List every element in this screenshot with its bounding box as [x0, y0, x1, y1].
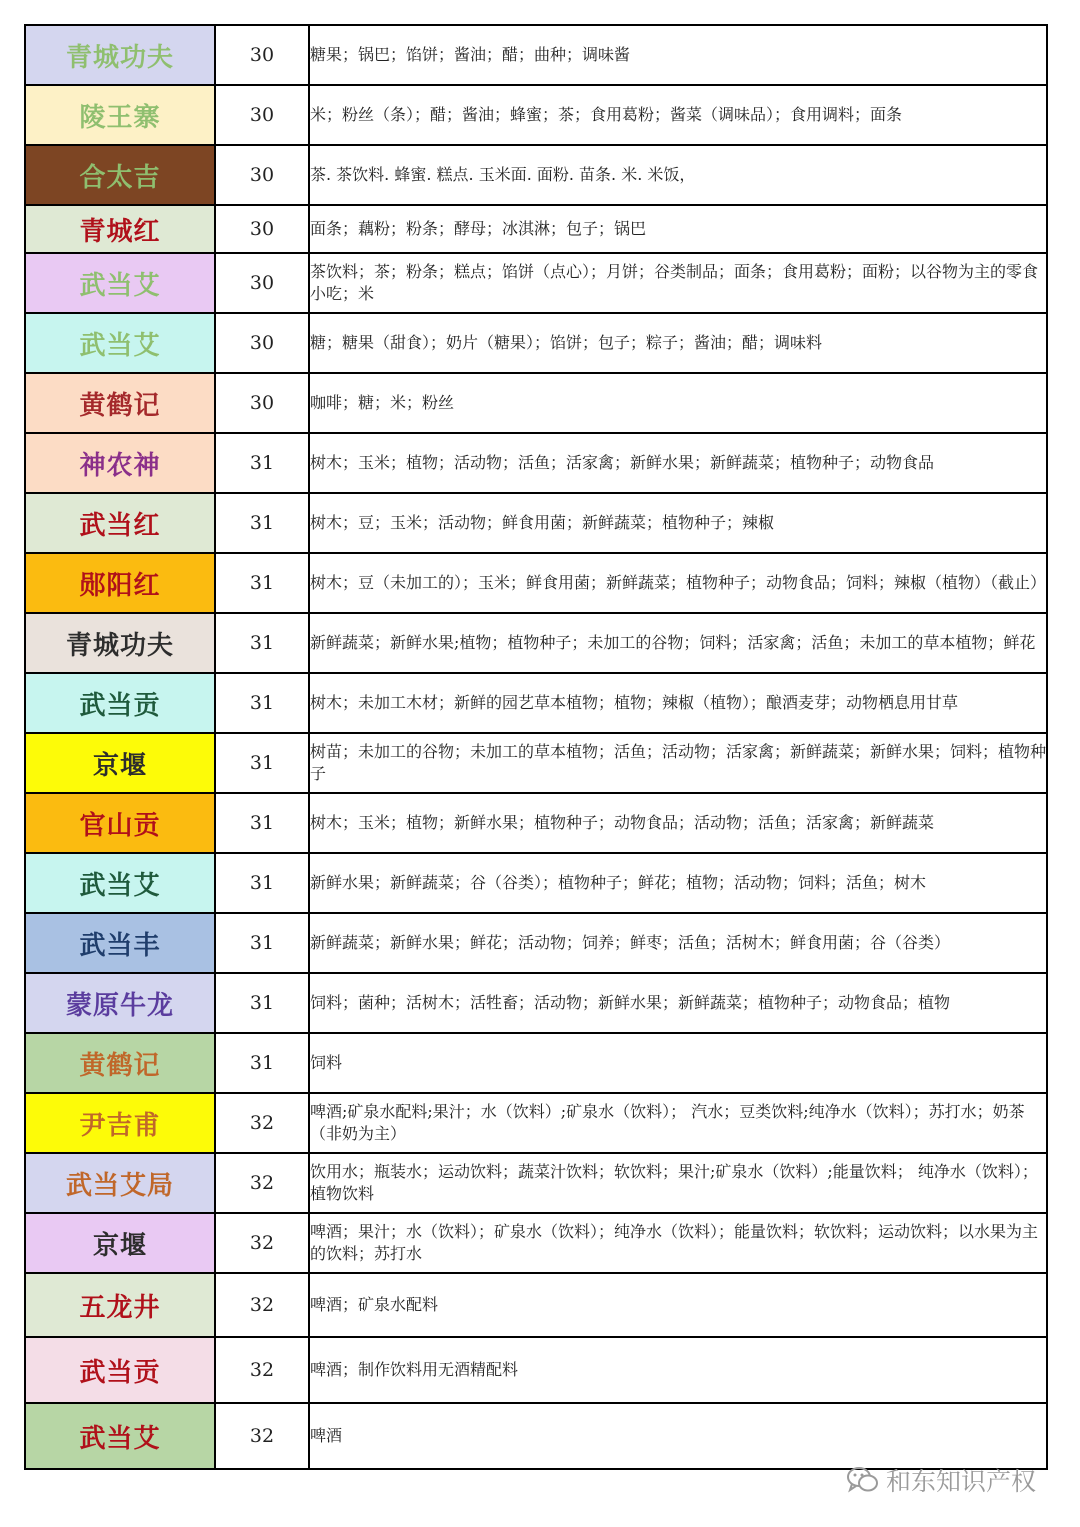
- goods-list-cell: 米；粉丝（条）；醋；酱油；蜂蜜；茶；食用葛粉；酱菜（调味品）；食用调料；面条: [309, 85, 1047, 145]
- table-row: [25, 493, 1047, 553]
- class-number-cell: 32: [215, 1153, 309, 1213]
- goods-list-cell: 新鲜蔬菜；新鲜水果；鲜花；活动物；饲养；鲜枣；活鱼；活树木；鲜食用菌；谷（谷类）: [309, 913, 1047, 973]
- table-row: [25, 733, 1047, 793]
- class-number-cell: 31: [215, 733, 309, 793]
- table-row: [25, 85, 1047, 145]
- goods-list-cell: 啤酒: [309, 1403, 1047, 1469]
- wechat-icon: [846, 1465, 880, 1495]
- watermark: [846, 1462, 1036, 1498]
- class-number-cell: 31: [215, 853, 309, 913]
- watermark-text: 和东知识产权: [886, 1467, 1037, 1496]
- class-number-cell: 31: [215, 673, 309, 733]
- class-number-cell: 31: [215, 1033, 309, 1093]
- table-row: [25, 913, 1047, 973]
- table-row: [25, 433, 1047, 493]
- class-number-cell: 30: [215, 205, 309, 253]
- goods-list-cell: 糖；糖果（甜食）；奶片（糖果）；馅饼；包子；粽子；酱油；醋；调味料: [309, 313, 1047, 373]
- goods-list-cell: 啤酒；矿泉水配料: [309, 1273, 1047, 1337]
- brand-name-cell: 武当红: [25, 493, 215, 553]
- table-row: [25, 853, 1047, 913]
- table-row: [25, 25, 1047, 85]
- table-row: [25, 673, 1047, 733]
- goods-list-cell: 新鲜蔬菜；新鲜水果;植物；植物种子；未加工的谷物；饲料；活家禽；活鱼；未加工的草本植物；鲜花: [309, 613, 1047, 673]
- goods-list-cell: 饲料；菌种；活树木；活牲畜；活动物；新鲜水果；新鲜蔬菜；植物种子；动物食品；植物: [309, 973, 1047, 1033]
- class-number-cell: 30: [215, 373, 309, 433]
- goods-list-cell: 树木；玉米；植物；新鲜水果；植物种子；动物食品；活动物；活鱼；活家禽；新鲜蔬菜: [309, 793, 1047, 853]
- goods-list-cell: 树木；豆；玉米；活动物；鲜食用菌；新鲜蔬菜；植物种子；辣椒: [309, 493, 1047, 553]
- table-row: [25, 1153, 1047, 1213]
- class-number-cell: 31: [215, 433, 309, 493]
- brand-name-cell: 京堰: [25, 733, 215, 793]
- table-row: [25, 1273, 1047, 1337]
- brand-name-cell: 官山贡: [25, 793, 215, 853]
- goods-list-cell: 糖果；锅巴；馅饼；酱油；醋；曲种；调味酱: [309, 25, 1047, 85]
- brand-name-cell: 武当贡: [25, 1337, 215, 1403]
- class-number-cell: 31: [215, 973, 309, 1033]
- class-number-cell: 31: [215, 553, 309, 613]
- brand-name-cell: 黄鹤记: [25, 373, 215, 433]
- brand-name-cell: 五龙井: [25, 1273, 215, 1337]
- trademark-table: [24, 24, 1048, 1470]
- brand-name-cell: 青城功夫: [25, 25, 215, 85]
- table-row: [25, 313, 1047, 373]
- goods-list-cell: 树木；玉米；植物；活动物；活鱼；活家禽；新鲜水果；新鲜蔬菜；植物种子；动物食品: [309, 433, 1047, 493]
- brand-name-cell: 黄鹤记: [25, 1033, 215, 1093]
- table-row: [25, 793, 1047, 853]
- brand-name-cell: 武当艾: [25, 1403, 215, 1469]
- brand-name-cell: 郧阳红: [25, 553, 215, 613]
- table-row: [25, 253, 1047, 313]
- brand-name-cell: 武当艾局: [25, 1153, 215, 1213]
- table-row: [25, 973, 1047, 1033]
- table-row: [25, 205, 1047, 253]
- brand-name-cell: 京堰: [25, 1213, 215, 1273]
- brand-name-cell: 武当艾: [25, 853, 215, 913]
- table-row: [25, 553, 1047, 613]
- class-number-cell: 30: [215, 253, 309, 313]
- brand-name-cell: 陵王寨: [25, 85, 215, 145]
- goods-list-cell: 啤酒；制作饮料用无酒精配料: [309, 1337, 1047, 1403]
- goods-list-cell: 茶饮料；茶；粉条；糕点；馅饼（点心）；月饼；谷类制品；面条；食用葛粉；面粉；以谷物为主的零食小吃；米: [309, 253, 1047, 313]
- class-number-cell: 32: [215, 1337, 309, 1403]
- brand-name-cell: 武当丰: [25, 913, 215, 973]
- class-number-cell: 31: [215, 793, 309, 853]
- class-number-cell: 32: [215, 1213, 309, 1273]
- goods-list-cell: 饲料: [309, 1033, 1047, 1093]
- table-row: [25, 1093, 1047, 1153]
- class-number-cell: 32: [215, 1273, 309, 1337]
- goods-list-cell: 啤酒;矿泉水配料;果汁；水（饮料）;矿泉水（饮料）； 汽水；豆类饮料;纯净水（饮料）；苏打水；奶茶（非奶为主）: [309, 1093, 1047, 1153]
- table-row: [25, 373, 1047, 433]
- goods-list-cell: 啤酒；果汁；水（饮料）；矿泉水（饮料）；纯净水（饮料）；能量饮料；软饮料；运动饮料；以水果为主的饮料；苏打水: [309, 1213, 1047, 1273]
- goods-list-cell: 树木；未加工木材；新鲜的园艺草本植物；植物；辣椒（植物）；酿酒麦芽；动物栖息用甘草: [309, 673, 1047, 733]
- table-row: [25, 1213, 1047, 1273]
- goods-list-cell: 新鲜水果；新鲜蔬菜；谷（谷类）；植物种子；鲜花；植物；活动物；饲料；活鱼；树木: [309, 853, 1047, 913]
- brand-name-cell: 青城红: [25, 205, 215, 253]
- brand-name-cell: 神农神: [25, 433, 215, 493]
- class-number-cell: 30: [215, 145, 309, 205]
- goods-list-cell: 树木；豆（未加工的）；玉米；鲜食用菌；新鲜蔬菜；植物种子；动物食品；饲料；辣椒（植物）（截止）: [309, 553, 1047, 613]
- class-number-cell: 30: [215, 25, 309, 85]
- table-row: [25, 613, 1047, 673]
- class-number-cell: 31: [215, 913, 309, 973]
- goods-list-cell: 树苗；未加工的谷物；未加工的草本植物；活鱼；活动物；活家禽；新鲜蔬菜；新鲜水果；饲料；植物种子: [309, 733, 1047, 793]
- brand-name-cell: 武当贡: [25, 673, 215, 733]
- class-number-cell: 31: [215, 613, 309, 673]
- brand-name-cell: 青城功夫: [25, 613, 215, 673]
- brand-name-cell: 武当艾: [25, 313, 215, 373]
- brand-name-cell: 合太吉: [25, 145, 215, 205]
- class-number-cell: 32: [215, 1093, 309, 1153]
- class-number-cell: 30: [215, 313, 309, 373]
- trademark-table-body: [25, 25, 1047, 1469]
- table-row: [25, 1033, 1047, 1093]
- table-row: [25, 1337, 1047, 1403]
- goods-list-cell: 饮用水；瓶装水；运动饮料；蔬菜汁饮料；软饮料；果汁;矿泉水（饮料）;能量饮料； 纯净水（饮料）；植物饮料: [309, 1153, 1047, 1213]
- goods-list-cell: 面条；藕粉；粉条；酵母；冰淇淋；包子；锅巴: [309, 205, 1047, 253]
- goods-list-cell: 茶. 茶饮料. 蜂蜜. 糕点. 玉米面. 面粉. 苗条. 米. 米饭，: [309, 145, 1047, 205]
- goods-list-cell: 咖啡；糖；米；粉丝: [309, 373, 1047, 433]
- class-number-cell: 32: [215, 1403, 309, 1469]
- table-row: [25, 145, 1047, 205]
- brand-name-cell: 尹吉甫: [25, 1093, 215, 1153]
- class-number-cell: 30: [215, 85, 309, 145]
- brand-name-cell: 武当艾: [25, 253, 215, 313]
- class-number-cell: 31: [215, 493, 309, 553]
- brand-name-cell: 蒙原牛龙: [25, 973, 215, 1033]
- table-row: [25, 1403, 1047, 1469]
